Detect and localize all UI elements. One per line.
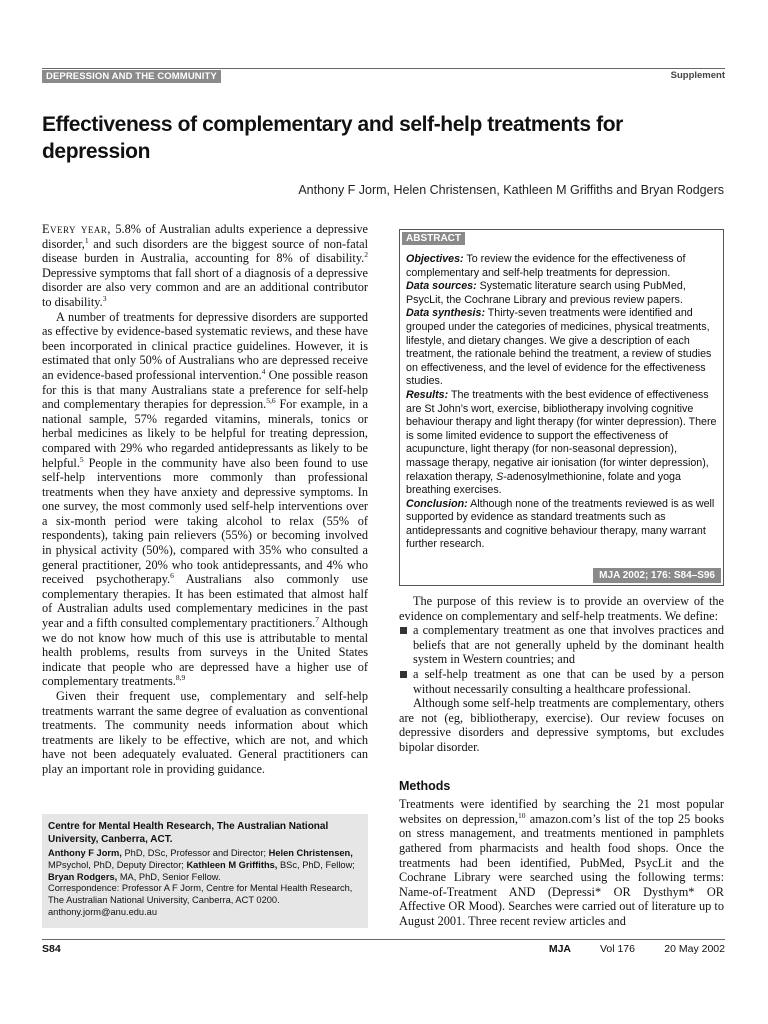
abstract-results: Results: The treatments with the best evidence of effectiveness are St John’s wort, exercise, bibliotherapy involving cognitive behaviour therapy and light therapy (for winter depression). There is some limited evidence to support the effectiveness of acupuncture, light therapy (for non-seasonal depression), massage therapy, negative air ionisation (for winter depression), relaxation therapy, S-adenosylmethionine, folate and yoga breathing exercises. (406, 388, 717, 497)
square-bullet-icon (400, 671, 407, 678)
author-list: Anthony F Jorm, Helen Christensen, Kathleen M Griffiths and Bryan Rodgers (298, 183, 724, 197)
page-footer (42, 939, 725, 960)
abstract-data-synthesis: Data synthesis: Thirty-seven treatments were identified and grouped under the categories of medicines, physical treatments, lifestyle, and dietary changes. We give a description of each treatment, the rationale behind the treatment, a review of studies on effectiveness, and the level of evidence for the effectiveness studies. (406, 307, 712, 388)
citation-badge: MJA 2002; 176: S84–S96 (593, 568, 721, 583)
intro-paragraph-3: Given their frequent use, complementary and self-help treatments warrant the same degree of evaluation as conventional treatments. The community needs information about which treatments are likely to be effective, which are not, and which have not been adequately evaluated. General practitioners can play an important role in providing guidance. (42, 689, 368, 776)
list-item: a self-help treatment as one that can be used by a person without necessarily consulting a healthcare professional. (399, 667, 724, 696)
intro-paragraph-1: Every year, 5.8% of Australian adults experience a depressive disorder,$^1$ and such disorders are the biggest source of non-fatal disease burden in Australia, accounting for 8% of disability.$^2$ Depressive symptoms that fall short of a diagnosis of a depressive disorder are also very common and are an additional contributor to disability.$^3$ (42, 222, 368, 309)
journal-name: MJA (548, 943, 571, 955)
email-address: anthony.jorm@anu.edu.au (48, 906, 158, 917)
running-header (42, 68, 725, 85)
article-title: Effectiveness of complementary and self-help treatments for depression (42, 113, 623, 163)
intro-column (42, 222, 368, 777)
intro-paragraph-2: A number of treatments for depressive disorders are supported as effective by evidence-based systematic reviews, and these have been incorporated in clinical practice guidelines. However, it is estimated that only 50% of Australians who are depressed receive an evidence-based professional intervention.$^4$ One possible reason for this is that many Australians state a preference for self-help and complementary therapies for depression.$^{5,6}$ For example, in a national sample, 57% regarded vitamins, minerals, tonics or herbal medicines as likely to be helpful for treating depression, compared with 29% who regarded antidepressants as likely to be helpful.$^5$ People in the community have also been found to use self-help interventions more commonly than professional treatments when they have anxiety and depressive symptoms. In one survey, the most commonly used self-help interventions over a six-month period were taking alcohol to relax (55% of respondents), taking pain relievers (55%) or becoming involved in physical activity (50%), compared with 35% who consulted a general practitioner, 20% who took antidepressants, and 4% who received psychotherapy.$^6$ Australians also commonly use complementary therapies. It has been estimated that almost half of Australian adults used complementary medicines in the past year and a fifth consulted complementary practitioners.$^7$ Although we do not know how much of this use is attributable to mental health problems, results from surveys in the United States indicate that people who are depressed have a higher use of complementary treatments.$^{8,9}$ (42, 309, 368, 689)
list-item: a complementary treatment as one that involves practices and beliefs that are not generally upheld by the dominant health system in Western countries; and (399, 623, 724, 667)
right-column (399, 594, 724, 928)
square-bullet-icon (400, 627, 407, 634)
section-tag: DEPRESSION AND THE COMMUNITY (42, 70, 221, 83)
abstract-objectives: Objectives: To review the evidence for the effectiveness of complementary and self-help treatments for depression. (406, 253, 686, 279)
abstract-conclusion: Conclusion: Although none of the treatments reviewed is as well supported by evidence as standard treatments such as antidepressants and cognitive behaviour therapy, many warrant further research. (406, 497, 715, 551)
affiliation-box (42, 814, 368, 928)
supplement-label: Supplement (670, 70, 725, 81)
methods-heading: Methods (399, 778, 451, 793)
abstract-data-sources: Data sources: Systematic literature search using PubMed, PsycLit, the Cochrane Library and previous review papers. (406, 280, 686, 306)
issue-date: 20 May 2002 (664, 943, 725, 955)
abstract-tag: ABSTRACT (402, 232, 465, 245)
scope-paragraph: Although some self-help treatments are complementary, others are not (eg, bibliotherapy, exercise). Our review focuses on depressive disorders and depressive symptoms, but excludes bipolar disorder. (399, 696, 724, 754)
lead-words: Every year, (42, 222, 111, 236)
author-details: Anthony F Jorm, PhD, DSc, Professor and Director; Helen Christensen, MPsychol, PhD, Deputy Director; Kathleen M Griffiths, BSc, PhD, Fellow; Bryan Rodgers, MA, PhD, Senior Fellow. (48, 848, 355, 882)
volume: Vol 176 (599, 943, 635, 955)
purpose-paragraph: The purpose of this review is to provide an overview of the evidence on complementary and self-help treatments. We define: (399, 594, 724, 623)
abstract-body (406, 253, 717, 552)
correspondence: Correspondence: Professor A F Jorm, Centre for Mental Health Research, The Australian National University, Canberra, ACT 0200. (48, 883, 353, 906)
page-number: S84 (42, 943, 61, 955)
affiliation-heading: Centre for Mental Health Research, The Australian National University, Canberra, ACT. (48, 821, 329, 845)
definition-list (399, 623, 724, 696)
abstract-box (399, 229, 724, 586)
methods-paragraph: Treatments were identified by searching the 21 most popular websites on depression,$^{10}$ amazon.com’s list of the top 25 books on stress management, and treatments mentioned in pamphlets gathered from pharmacists and health food shops. Once the treatments had been identified, PubMed, PsycLit and the Cochrane Library were searched using the following terms: Name-of-Treatment AND (Depressi* OR Dysthym* OR Affective OR Mood). Searches were carried out of literature up to August 2001. Three recent review articles and (399, 797, 724, 928)
